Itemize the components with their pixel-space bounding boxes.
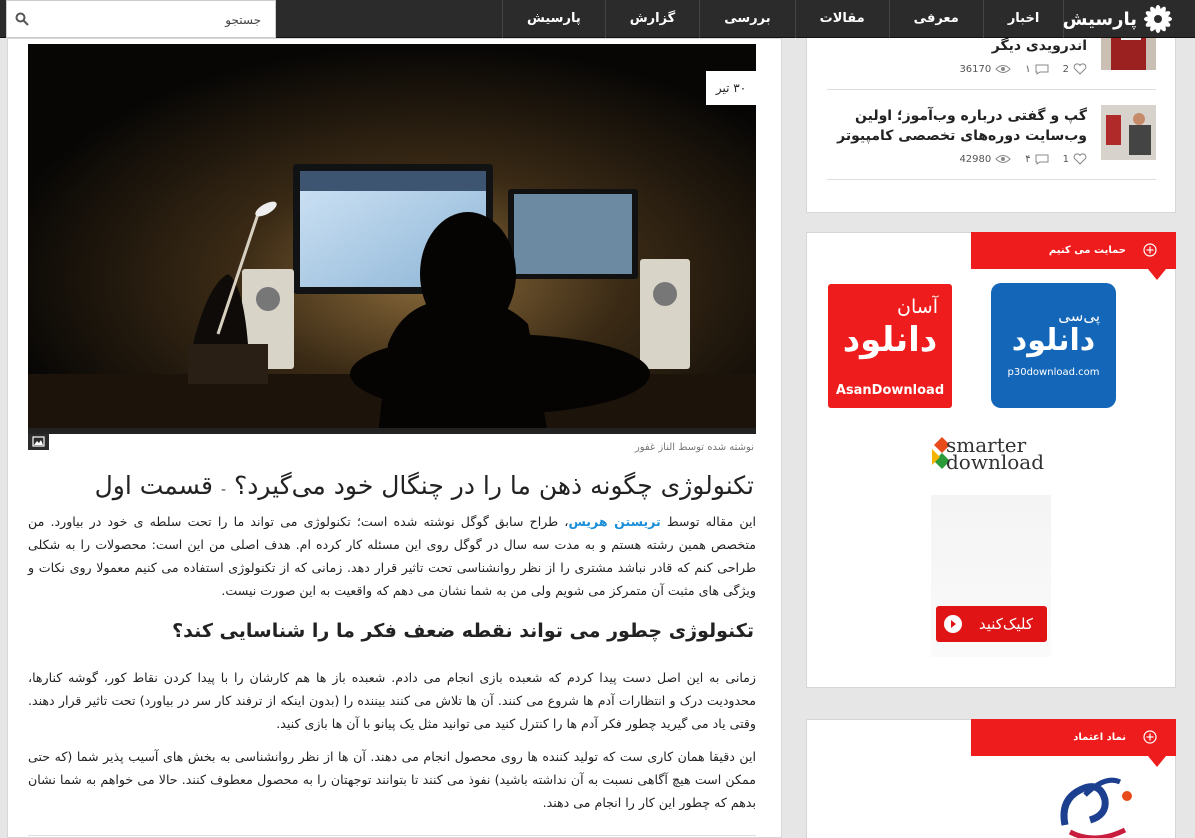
intro-paragraph: [28, 510, 756, 602]
ad-p30-en: p30download.com: [1007, 367, 1100, 378]
post-thumbnail[interactable]: [1101, 105, 1156, 160]
logo-flower-icon: [1143, 4, 1173, 34]
post-title[interactable]: گپ و گفتی درباره وب‌آموز؛ اولین وب‌سایت دوره‌های تخصصی کامپیوتر: [837, 108, 1087, 144]
site-logo[interactable]: [1063, 3, 1173, 35]
plus-circle-icon[interactable]: [1143, 243, 1157, 257]
support-widget: [806, 232, 1176, 688]
ad-smart-line1: smarter: [946, 433, 1027, 457]
views-stat: [959, 63, 1011, 75]
click-here-button[interactable]: [936, 606, 1047, 642]
date-badge: ۳۰ تیر: [706, 71, 756, 105]
title-separator: -: [220, 482, 226, 498]
ad-asan-en: AsanDownload: [835, 383, 945, 398]
likes-count: 2: [1062, 63, 1069, 75]
post-stats: [959, 153, 1087, 165]
article-title-part: قسمت اول: [94, 471, 213, 500]
article-hero-image[interactable]: [28, 44, 756, 434]
widget-title: حمایت می کنیم: [1048, 245, 1126, 256]
header-arrow: [1148, 756, 1166, 767]
author-link[interactable]: تریستن هریس: [568, 514, 661, 529]
main-menu: [502, 0, 1064, 38]
comments-count: ۴: [1025, 153, 1031, 165]
menu-item-articles[interactable]: مقالات: [796, 0, 890, 38]
menu-item-news[interactable]: اخبار: [984, 0, 1065, 38]
ad-banner[interactable]: [931, 495, 1051, 657]
comments-stat: [1025, 153, 1048, 165]
post-stats: [959, 63, 1087, 75]
body-paragraph-2: این دقیقا همان کاری ست که تولید کننده ها روی محصول انجام می دهند. آن ها از نظر روانشناسی به بخش های آسیب پذیر شما (که حتی ممکن است هیچ آگاهی نسبت به آن نداشته باشید) نفوذ می کنند تا بتوانند توجهتان را به محصول معطوف کنند. حالا می خواهم به شما نشان بدهم که چطور این کار را انجام می دهند.: [28, 749, 756, 810]
logo-text: پارسیش: [1062, 8, 1137, 30]
header-arrow: [1148, 269, 1166, 280]
section-heading: تکنولوژی چطور می تواند نقطه ضعف فکر ما را شناسایی کند؟: [172, 620, 754, 642]
widget-header: [971, 719, 1176, 756]
divider: [28, 835, 756, 836]
widget-header: [971, 232, 1176, 269]
menu-item-review[interactable]: بررسی: [700, 0, 795, 38]
post-title[interactable]: اندرویدی دیگر: [991, 38, 1087, 54]
top-navigation-bar: [0, 0, 1195, 38]
intro-text-start: این مقاله توسط: [666, 514, 756, 529]
trust-widget: [806, 719, 1176, 838]
comments-stat: [1025, 63, 1048, 75]
ad-p30-line2: دانلود: [1011, 323, 1096, 358]
ad-p30download[interactable]: [991, 283, 1116, 408]
menu-item-intro[interactable]: معرفی: [890, 0, 984, 38]
search-box: [6, 0, 276, 38]
plus-circle-icon[interactable]: [1143, 730, 1157, 744]
photo-credit: نوشته شده توسط الناز غفور: [634, 442, 754, 453]
heart-icon: [1073, 153, 1087, 165]
article-title-main: تکنولوژی چگونه ذهن ما را در چنگال خود می‌گیرد؟: [233, 471, 754, 500]
ad-p30-line1: پی‌سی: [1058, 307, 1100, 325]
eye-icon: [995, 154, 1011, 164]
views-count: 36170: [959, 63, 992, 75]
menu-item-parsish[interactable]: پارسیش: [503, 0, 606, 38]
article-title: [26, 467, 754, 509]
likes-count: 1: [1062, 153, 1069, 165]
body-paragraph-1: زمانی به این اصل دست پیدا کردم که شعبده بازی انجام می دادم. شعبده باز ها هم کارشان را با پیدا کردن نقاط کور، گوشه کنارها، محدودیت درک و انتظارات آدم ها شروع می کنند. آن ها تلاش می کنند بیننده را (بدون اینکه از ترفند کار سر در بیاورد) تحت تاثیر قرار دهند. وقتی یاد می گیرید چطور فکر آدم ها را کنترل کنید می توانید مثل یک پیانو با آن ها بازی کنید.: [28, 670, 756, 731]
widget-title: نماد اعتماد: [1073, 732, 1126, 743]
comment-icon: [1035, 64, 1049, 75]
play-arrow-icon: [944, 615, 962, 633]
views-stat: [959, 153, 1011, 165]
comments-count: ۱: [1025, 63, 1031, 75]
intro-text-rest: ، طراح سابق گوگل نوشته شده است؛ تکنولوژی می تواند ما را تحت سلطه ی خود در بیاورد. من متخصص همین رشته هستم و به مدت سه سال در گوگل روی این مسئله کار کرده ام. هدف اصلی من این است: محصولات را به شکلی طراحی کنم که قادر نباشد مشتری را از نظر روانشناسی تحت تاثیر قرار دهد. زمانی که از تکنولوژی استفاده می کنیم معمولا روی نکات و ویژگی های مثبت آن متمرکز می شویم ولی من به شما نشان می دهم که واقعیت به این صورت نیست.: [28, 514, 756, 598]
search-icon[interactable]: [15, 12, 29, 26]
heart-icon: [1073, 63, 1087, 75]
ad-asan-line2: دانلود: [842, 320, 938, 360]
click-here-label: کلیک‌کنید: [978, 615, 1033, 633]
ad-smart-line2: download: [946, 450, 1045, 474]
ad-asan-line1: آسان: [897, 296, 938, 318]
search-input[interactable]: [61, 10, 261, 30]
comment-icon: [1035, 154, 1049, 165]
ad-smarterdownload[interactable]: [930, 433, 1054, 473]
image-icon: [28, 434, 49, 450]
ad-asandownload[interactable]: [828, 284, 952, 408]
article-column: [7, 38, 782, 838]
enamad-trust-seal-icon[interactable]: [1045, 770, 1145, 838]
menu-item-report[interactable]: گزارش: [606, 0, 701, 38]
sidebar-post[interactable]: [827, 90, 1156, 180]
eye-icon: [995, 64, 1011, 74]
likes-stat: [1063, 153, 1087, 165]
gallery-button[interactable]: [28, 434, 49, 450]
likes-stat: [1063, 63, 1087, 75]
views-count: 42980: [959, 153, 992, 165]
hero-photo: [28, 44, 756, 434]
